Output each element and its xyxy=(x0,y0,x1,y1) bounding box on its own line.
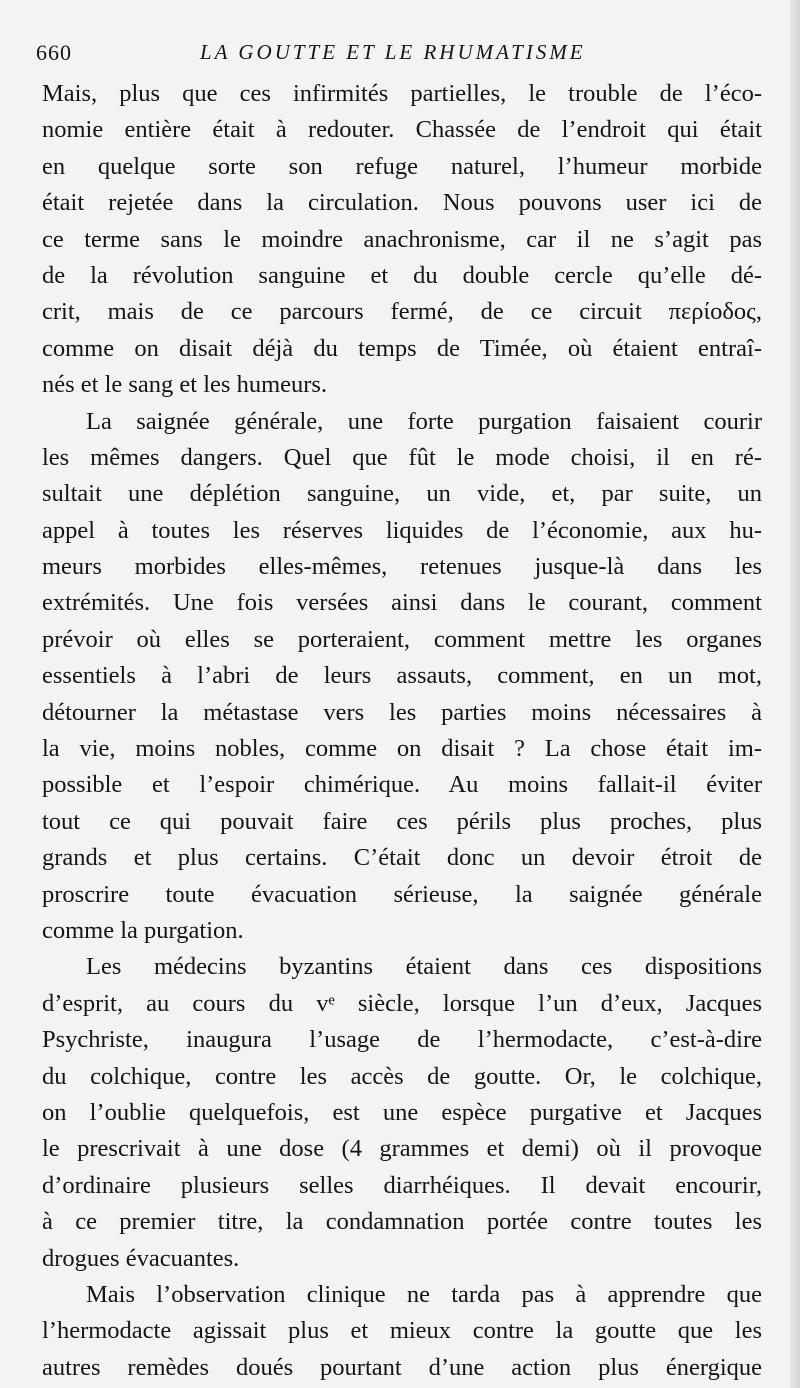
text-line: Psychriste, inaugura l’usage de l’hermodacte, c’est-à-dire xyxy=(42,1026,762,1054)
text-line: extrémités. Une fois versées ainsi dans le courant, comment xyxy=(42,589,762,617)
text-line: tout ce qui pouvait faire ces périls plus proches, plus xyxy=(42,807,762,835)
text-line: à ce premier titre, la condamnation portée contre toutes les xyxy=(42,1208,762,1236)
text-line: on l’oublie quelquefois, est une espèce purgative et Jacques xyxy=(42,1098,762,1126)
paragraph xyxy=(42,1277,762,1386)
text-line: était rejetée dans la circulation. Nous pouvons user ici de xyxy=(42,189,762,217)
page-header xyxy=(36,34,766,74)
text-line: proscrire toute évacuation sérieuse, la saignée générale xyxy=(42,880,762,908)
text-line: comme on disait déjà du temps de Timée, où étaient entraî- xyxy=(42,334,762,362)
text-line: drogues évacuantes. xyxy=(42,1244,240,1272)
text-line: sultait une déplétion sanguine, un vide, et, par suite, un xyxy=(42,480,762,508)
text-line: crit, mais de ce parcours fermé, de ce circuit περίοδος, xyxy=(42,298,762,326)
page-number: 660 xyxy=(36,40,72,65)
text-line: La saignée générale, une forte purgation faisaient courir xyxy=(86,407,762,435)
text-line: autres remèdes doués pourtant d’une action plus énergique xyxy=(42,1353,762,1381)
text-line: comme la purgation. xyxy=(42,916,244,944)
text-line: les mêmes dangers. Quel que fût le mode choisi, il en ré- xyxy=(42,443,762,471)
text-line: Mais l’observation clinique ne tarda pas à apprendre que xyxy=(86,1280,762,1308)
text-line: nés et le sang et les humeurs. xyxy=(42,371,328,399)
text-line: possible et l’espoir chimérique. Au moins fallait-il éviter xyxy=(42,771,762,799)
text-line: la vie, moins nobles, comme on disait ? La chose était im- xyxy=(42,735,762,763)
text-line: essentiels à l’abri de leurs assauts, comment, en un mot, xyxy=(42,662,762,690)
text-line: le prescrivait à une dose (4 grammes et demi) où il provoque xyxy=(42,1135,762,1163)
text-line: Mais, plus que ces infirmités partielles, le trouble de l’éco- xyxy=(42,80,762,107)
text-line: du colchique, contre les accès de goutte. Or, le colchique, xyxy=(42,1062,762,1090)
text-line: en quelque sorte son refuge naturel, l’humeur morbide xyxy=(42,152,762,180)
text-line: détourner la métastase vers les parties moins nécessaires à xyxy=(42,698,762,726)
text-line: grands et plus certains. C’était donc un devoir étroit de xyxy=(42,844,762,872)
text-line: meurs morbides elles-mêmes, retenues jusque-là dans les xyxy=(42,553,762,581)
text-line: d’esprit, au cours du vᵉ siècle, lorsque l’un d’eux, Jacques xyxy=(42,989,762,1017)
text-line: ce terme sans le moindre anachronisme, car il ne s’agit pas xyxy=(42,225,762,253)
running-title: LA GOUTTE ET LE RHUMATISME xyxy=(200,40,586,64)
paragraph xyxy=(42,76,762,404)
body-text xyxy=(42,76,762,1386)
paragraph xyxy=(42,949,762,1277)
paragraph xyxy=(42,404,762,950)
text-line: prévoir où elles se porteraient, comment mettre les organes xyxy=(42,625,762,653)
text-line: d’ordinaire plusieurs selles diarrhéiques. Il devait encourir, xyxy=(42,1171,762,1199)
text-line: l’hermodacte agissait plus et mieux contre la goutte que les xyxy=(42,1317,762,1345)
text-line: Les médecins byzantins étaient dans ces dispositions xyxy=(86,953,762,981)
page-edge xyxy=(790,0,800,1388)
text-line: de la révolution sanguine et du double cercle qu’elle dé- xyxy=(42,261,762,289)
text-line: appel à toutes les réserves liquides de l’économie, aux hu- xyxy=(42,516,762,544)
text-line: nomie entière était à redouter. Chassée de l’endroit qui était xyxy=(42,116,762,144)
